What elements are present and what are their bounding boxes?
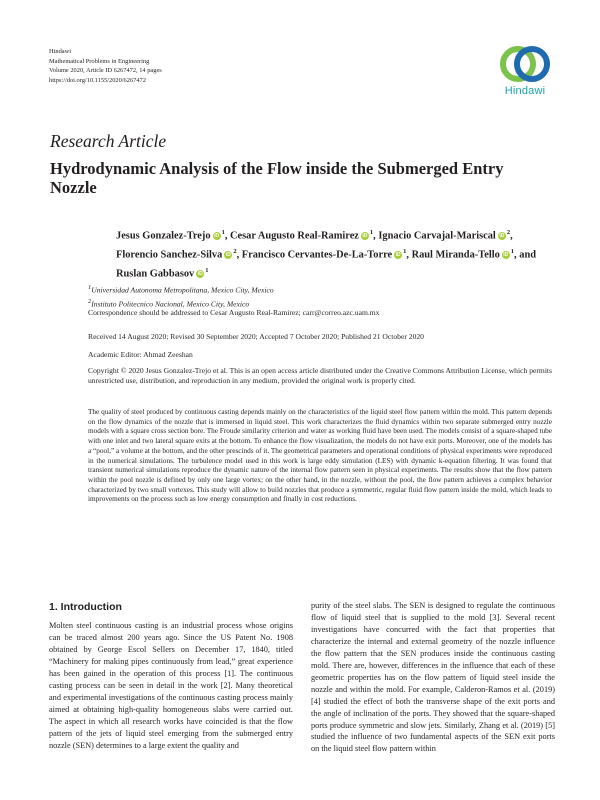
affiliation-marker: 1	[510, 247, 515, 255]
affiliation-marker: 2	[506, 229, 511, 236]
publisher-name: Hindawi	[49, 48, 72, 55]
academic-editor: Academic Editor: Ahmad Zeeshan	[88, 350, 193, 359]
journal-name: Mathematical Problems in Engineering	[49, 57, 150, 65]
orcid-icon[interactable]: iD	[395, 252, 401, 259]
section-heading: 1. Introduction	[49, 601, 122, 613]
volume-line: Volume 2020, Article ID 6267472, 14 pages	[49, 67, 162, 75]
logo-wordmark: Hindawi	[504, 85, 546, 97]
author-name[interactable]: Ignacio Carvajal-Mariscal	[378, 230, 496, 242]
affiliation-marker: 1	[369, 229, 374, 236]
affiliation-list	[88, 282, 274, 309]
affiliation-marker: 1	[221, 229, 225, 236]
affiliation: $^1$Universidad Autonoma Metropolitana, Mexico City, Mexico	[88, 284, 274, 295]
affiliation: $^2$Instituto Politecnico Nacional, Mexico City, Mexico	[88, 297, 250, 309]
hindawi-rings-icon	[498, 44, 552, 84]
hindawi-logo	[496, 44, 554, 97]
author-name[interactable]: Jesus Gonzalez-Trejo	[116, 230, 211, 242]
paper-title: Hydrodynamic Analysis of the Flow inside the Submerged Entry Nozzle	[50, 159, 504, 197]
orcid-icon[interactable]: iD	[214, 233, 220, 240]
author-name[interactable]: and Ruslan Gabbasov	[116, 249, 537, 280]
author-name[interactable]: Raul Miranda-Tello	[411, 249, 500, 261]
publication-dates: Received 14 August 2020; Revised 30 September 2020; Accepted 7 October 2020; Published 21 October 2020	[88, 332, 424, 341]
orcid-icon[interactable]: iD	[499, 233, 505, 240]
intro-right-column: purity of the steel slabs. The SEN is designed to regulate the continuous flow of liquid steel that is supplied to the mold [3]. Several recent investigations have concurred with the fact that properties that characterize the internal and external geometry of the nozzle influence the flow pattern that the SEN produces inside the continuous casting mold. There are, however, differences in the influence that each of these geometric properties has on the flow pattern of liquid steel inside the nozzle and within the mold. For example, Calderon-Ramos et al. (2019) [4] studied the effect of both the transverse shape of the exit ports and the angle of inclination of the ports. They showed that the square-shaped ports produce symmetric and slow jets. Similarly, Zhang et al. (2019) [5] studied the influence of two fundamental aspects of the SEN exit ports on the liquid steel flow pattern within	[311, 601, 555, 754]
doi-link[interactable]: https://doi.org/10.1155/2020/6267472	[49, 76, 146, 84]
author-name[interactable]: Florencio Sanchez-Silva	[116, 249, 223, 261]
orcid-icon[interactable]: iD	[503, 252, 509, 259]
author-name[interactable]: Francisco Cervantes-De-La-Torre	[241, 249, 393, 261]
orcid-icon[interactable]: iD	[225, 252, 231, 259]
orcid-icon[interactable]: iD	[197, 271, 203, 278]
author-name[interactable]: Cesar Augusto Real-Ramirez	[230, 230, 359, 242]
affiliation-marker: 1	[403, 247, 407, 255]
copyright-notice: Copyright © 2020 Jesus Gonzalez-Trejo et al. This is an open access article distributed under the Creative Commons Attribution License, which permits unrestricted use, distribution, and reproduction in any medium, provided the original work is properly cited.	[88, 366, 552, 386]
affiliation-marker: 1	[205, 266, 209, 274]
intro-left-column: Molten steel continuous casting is an industrial process whose origins can be traced almost 200 years ago. Since the US Patent No. 1908 obtained by George Escol Sellers on December 17, 1840, titled “Machinery for making pipes continuously from lead,” great experience has been gained in the operation of this process [1]. The continuous casting process can be seen in detail in the work [2]. Many theoretical and experimental investigations of the continuous casting process mainly aimed at obtaining high-quality homogeneous slabs were carried out. The aspect in which all research works have coincided is that the flow pattern of the jets of liquid steel emerging from the submerged entry nozzle (SEN) determines to a large extent the quality and	[49, 621, 293, 750]
orcid-icon[interactable]: iD	[362, 233, 368, 240]
correspondence: Correspondence should be addressed to Cesar Augusto Real-Ramirez; carr@correo.azc.uam.mx	[88, 308, 380, 317]
affiliation-marker: 2	[233, 247, 237, 255]
author-list: Jesus Gonzalez-Trejo $iD^1$, Cesar Augusto Real-Ramirez $iD^1$, Ignacio Carvajal-Mariscal $iD^2$, Florencio Sanchez-Silva $iD^2$, Francisco Cervantes-De-La-Torre $iD^1$, Raul Miranda-Tello $iD^1$, and Ruslan Gabbasov $iD^1$	[116, 229, 537, 280]
abstract: The quality of steel produced by continuous casting depends mainly on the characteristics of the liquid steel flow pattern within the mold. This pattern depends on the flow dynamics of the nozzle that is immersed in liquid steel. This work characterizes the fluid dynamics within two separate submerged entry nozzle models with a square cross section bore. The Froude similarity criterion and water as working fluid have been used. The models consist of a square-shaped tube with one inlet and two lateral square exits at the bottom. To enhance the flow visualization, the models do not have exit ports. Moreover, one of the models has a “pool,” a volume at the bottom, and the other prescinds of it. The geometrical parameters and operational conditions of physical experiments were reproduced in the numerical simulations. The turbulence model used in this work is large eddy simulation (LES) with dynamic k-equation filtering. It was found that transient numerical simulations reproduce the dynamic nature of the internal flow pattern seen in physical experiments. The results show that the flow pattern within the pool nozzle is defined by only one large vortex; on the other hand, in the nozzle, without the pool, the flow pattern achieves a complex behavior characterized by two small vortexes. This study will allow to build nozzles that produce a symmetric, regular fluid flow pattern inside the mold, which leads to improvements on the process such as low energy consumption and finally in cost reductions.	[88, 408, 552, 504]
article-type: Research Article	[50, 131, 167, 151]
journal-header	[49, 47, 162, 85]
